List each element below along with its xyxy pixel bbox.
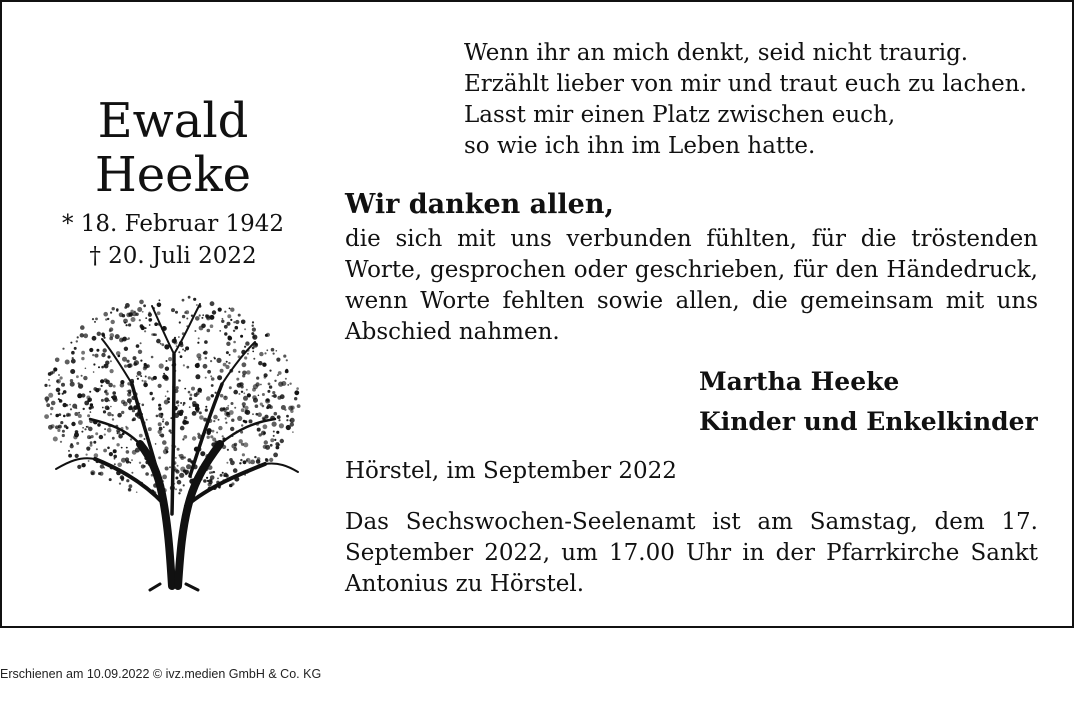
birth-date: * 18. Februar 1942 bbox=[61, 211, 285, 237]
place-date: Hörstel, im September 2022 bbox=[345, 458, 677, 484]
poem-line: Wenn ihr an mich denkt, seid nicht traurig. bbox=[464, 40, 969, 66]
tree-icon bbox=[40, 294, 305, 594]
poem bbox=[464, 38, 1064, 162]
signer-family: Kinder und Enkelkinder bbox=[699, 407, 1038, 436]
service-notice: Das Sechswochen-Seelenamt ist am Samstag, dem 17. September 2022, um 17.00 Uhr in der Pfarrkirche Sankt Antonius zu Hörstel. bbox=[345, 509, 1038, 597]
publication-footer: Erschienen am 10.09.2022 © ivz.medien GmbH & Co. KG bbox=[0, 667, 322, 681]
thanks-heading: Wir danken allen, bbox=[345, 189, 614, 220]
service-notice-block bbox=[345, 507, 1038, 600]
signer-name: Martha Heeke bbox=[699, 367, 900, 396]
signers bbox=[699, 362, 1069, 442]
last-name: Heeke bbox=[94, 147, 252, 203]
death-date: † 20. Juli 2022 bbox=[89, 243, 257, 269]
thanks-body: die sich mit uns verbunden fühlten, für die tröstenden Worte, gesprochen oder geschrieben, für den Händedruck, wenn Worte fehlten sowie allen, die gemeinsam mit uns Abschied nahmen. bbox=[345, 226, 1038, 345]
first-name: Ewald bbox=[97, 93, 249, 149]
thanks-block bbox=[345, 186, 1038, 348]
poem-line: Erzählt lieber von mir und traut euch zu lachen. bbox=[464, 71, 1027, 97]
deceased-info bbox=[42, 94, 304, 272]
poem-line: so wie ich ihn im Leben hatte. bbox=[464, 133, 816, 159]
poem-line: Lasst mir einen Platz zwischen euch, bbox=[464, 102, 896, 128]
